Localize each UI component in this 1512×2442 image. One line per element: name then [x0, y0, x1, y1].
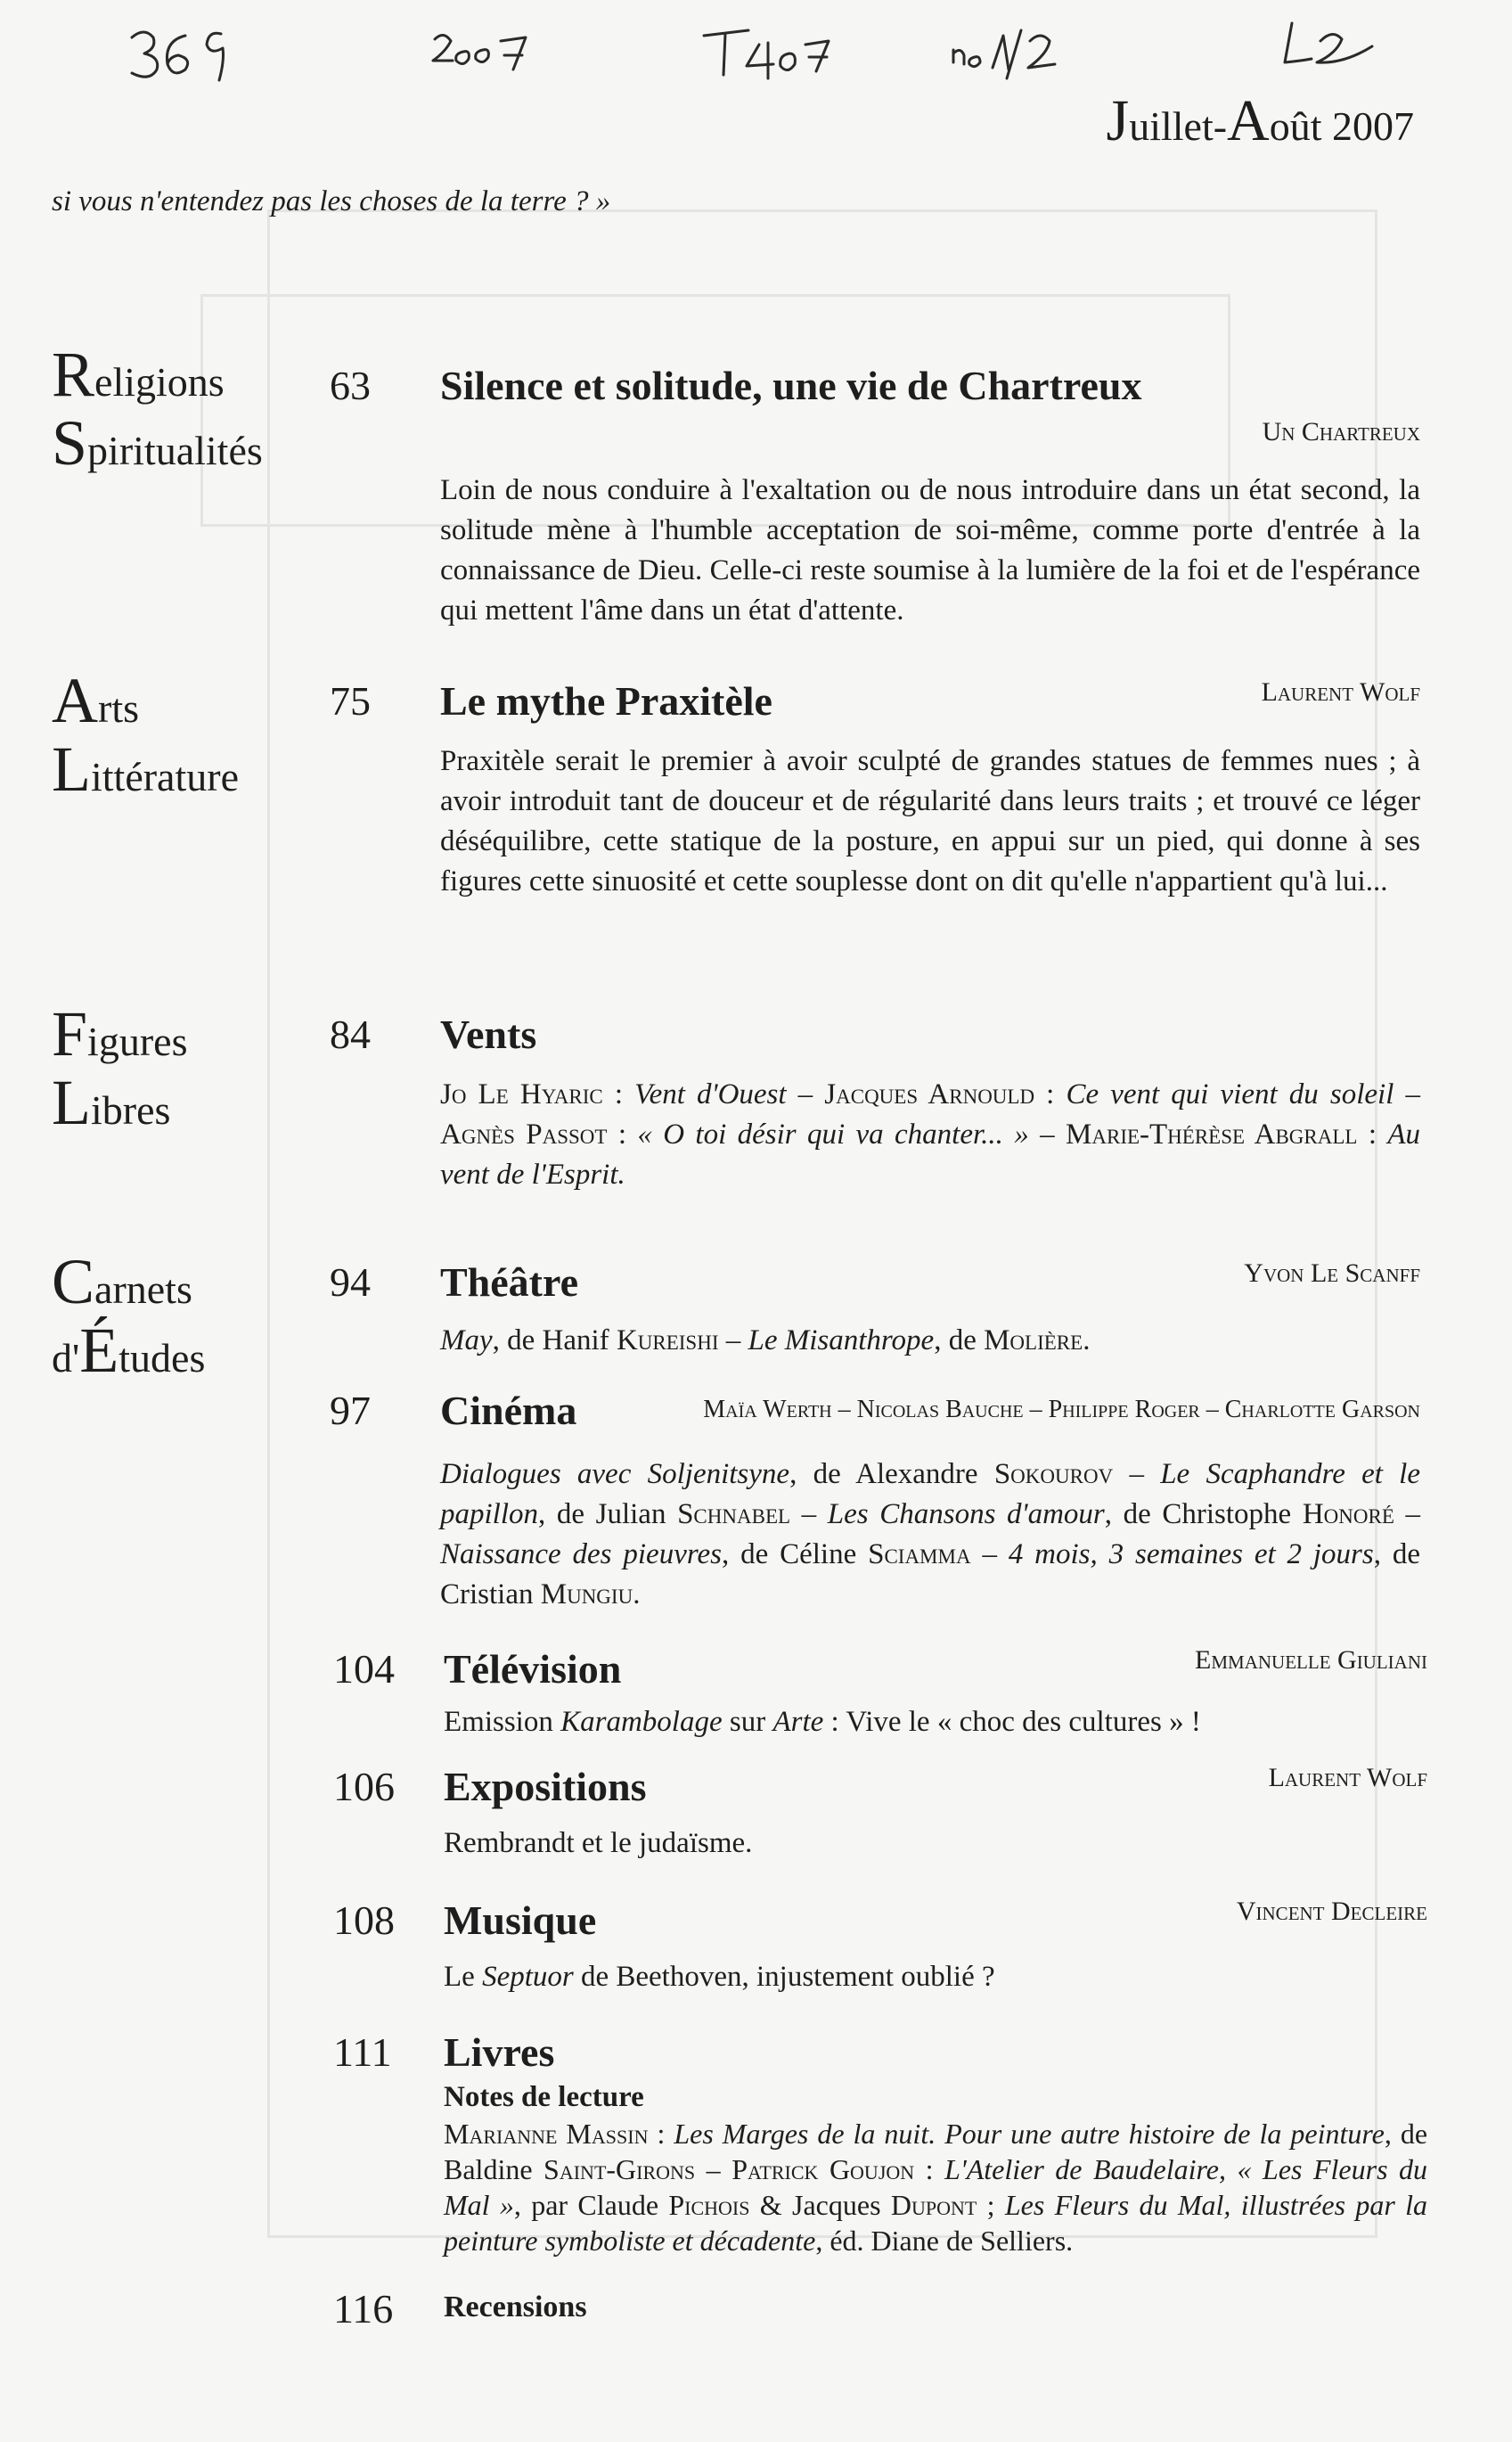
toc-entry-praxitele [330, 670, 1420, 902]
entry-author: Laurent Wolf [1261, 677, 1420, 707]
page-number: 106 [333, 1764, 395, 1809]
entry-title: Vents [440, 1012, 537, 1057]
page-number: 75 [330, 678, 371, 724]
toc-entry-musique [333, 1889, 1427, 1997]
entry-summary: Dialogues avec Soljenitsyne, de Alexandre Sokourov – Le Scaphandre et le papillon, de Julian Schnabel – Les Chansons d'amour, de Christophe Honoré – Naissance des pieuvres, de Céline Sciamma – 4 mois, 3 semaines et 2 jours, de Cristian Mungiu. [440, 1458, 1421, 1610]
page-number: 116 [333, 2286, 394, 2331]
entry-summary: May, de Hanif Kureishi – Le Misanthrope, de Molière. [440, 1324, 1091, 1356]
entry-title: Recensions [444, 2290, 587, 2323]
entry-author: Vincent Decleire [1236, 1897, 1427, 1926]
toc-entry-livres [333, 2021, 1427, 2258]
entry-summary: Marianne Massin : Les Marges de la nuit. Pour une autre histoire de la peinture, de Baldine Saint-Girons – Patrick Goujon : L'Atelier de Baudelaire, « Les Fleurs du Mal », par Claude Pichois & Jacques Dupont ; Les Fleurs du Mal, illustrées par la peinture symboliste et décadente, éd. Diane de Selliers. [444, 2118, 1428, 2257]
section-carnets-etudes: Carnets d'Études [52, 1246, 206, 1386]
entry-summary: Loin de nous conduire à l'exaltation ou de nous introduire dans un état second, la solitude mène à l'humble acceptation de soi-même, comme porte d'entrée à la connaissance de Dieu. Celle-ci reste soumise à la lumière de la foi et de l'espérance qui mettent l'âme dans un état d'attente. [440, 474, 1420, 627]
notes-de-lecture-heading: Notes de lecture [444, 2081, 644, 2113]
entry-author: Emmanuelle Giuliani [1195, 1645, 1427, 1675]
entry-summary: Le Septuor de Beethoven, injustement oublié ? [444, 1961, 995, 1993]
toc-entry-expositions [333, 1756, 1427, 1864]
issue-date: Juillet-Août 2007 [1106, 88, 1414, 153]
entry-title: Cinéma [440, 1388, 577, 1433]
entry-summary: Emission Karambolage sur Arte : Vive le « choc des cultures » ! [444, 1706, 1201, 1738]
toc-entry-television [333, 1638, 1427, 1742]
entry-title: Musique [444, 1897, 597, 1943]
toc-entry-vents [330, 1004, 1420, 1195]
entry-authors: Maïa Werth – Nicolas Bauche – Philippe Roger – Charlotte Garson [703, 1396, 1420, 1423]
toc-entry-theatre [330, 1251, 1420, 1361]
entry-title: Théâtre [440, 1259, 579, 1305]
section-arts-litterature: Arts Littérature [52, 665, 239, 805]
section-religions-spiritualites: Religions Spiritualités [52, 339, 263, 479]
entry-summary: Praxitèle serait le premier à avoir sculpté de grandes statues de femmes nues ; à avoir introduit tant de douceur et de régularité dans leurs traits ; et trouvé ce léger déséquilibre, cette statique de la posture, en appui sur un pied, qui donne à ses figures cette sinuosité et cette souplesse dont on dit qu'elle n'appartient qu'à lui... [440, 745, 1420, 897]
entry-title: Livres [444, 2029, 555, 2075]
entry-author: Un Chartreux [1262, 417, 1420, 447]
toc-entry-silence [330, 355, 1420, 631]
page-number: 84 [330, 1012, 371, 1057]
entry-contributors: Jo Le Hyaric : Vent d'Ouest – Jacques Arnould : Ce vent qui vient du soleil – Agnès Passot : « O toi désir qui va chanter... » – Marie-Thérèse Abgrall : Au vent de l'Esprit. [440, 1078, 1421, 1191]
section-figures-libres: Figures Libres [52, 998, 188, 1138]
page-number: 63 [330, 363, 371, 408]
entry-author: Laurent Wolf [1268, 1763, 1427, 1792]
entry-title: Expositions [444, 1764, 647, 1809]
entry-author: Yvon Le Scanff [1244, 1258, 1420, 1288]
entry-title: Silence et solitude, une vie de Chartreux [440, 363, 1142, 408]
page-number: 94 [330, 1259, 371, 1305]
toc-entry-cinema [330, 1380, 1420, 1615]
page-number: 97 [330, 1388, 371, 1433]
entry-summary: Rembrandt et le judaïsme. [444, 1827, 753, 1859]
entry-title: Télévision [444, 1646, 622, 1692]
page-number: 104 [333, 1646, 395, 1692]
toc-entry-recensions [333, 2278, 1427, 2349]
page-number: 111 [333, 2029, 392, 2075]
entry-title: Le mythe Praxitèle [440, 678, 772, 724]
epigraph-quote: si vous n'entendez pas les choses de la terre ? » [52, 185, 611, 217]
page-number: 108 [333, 1897, 395, 1943]
